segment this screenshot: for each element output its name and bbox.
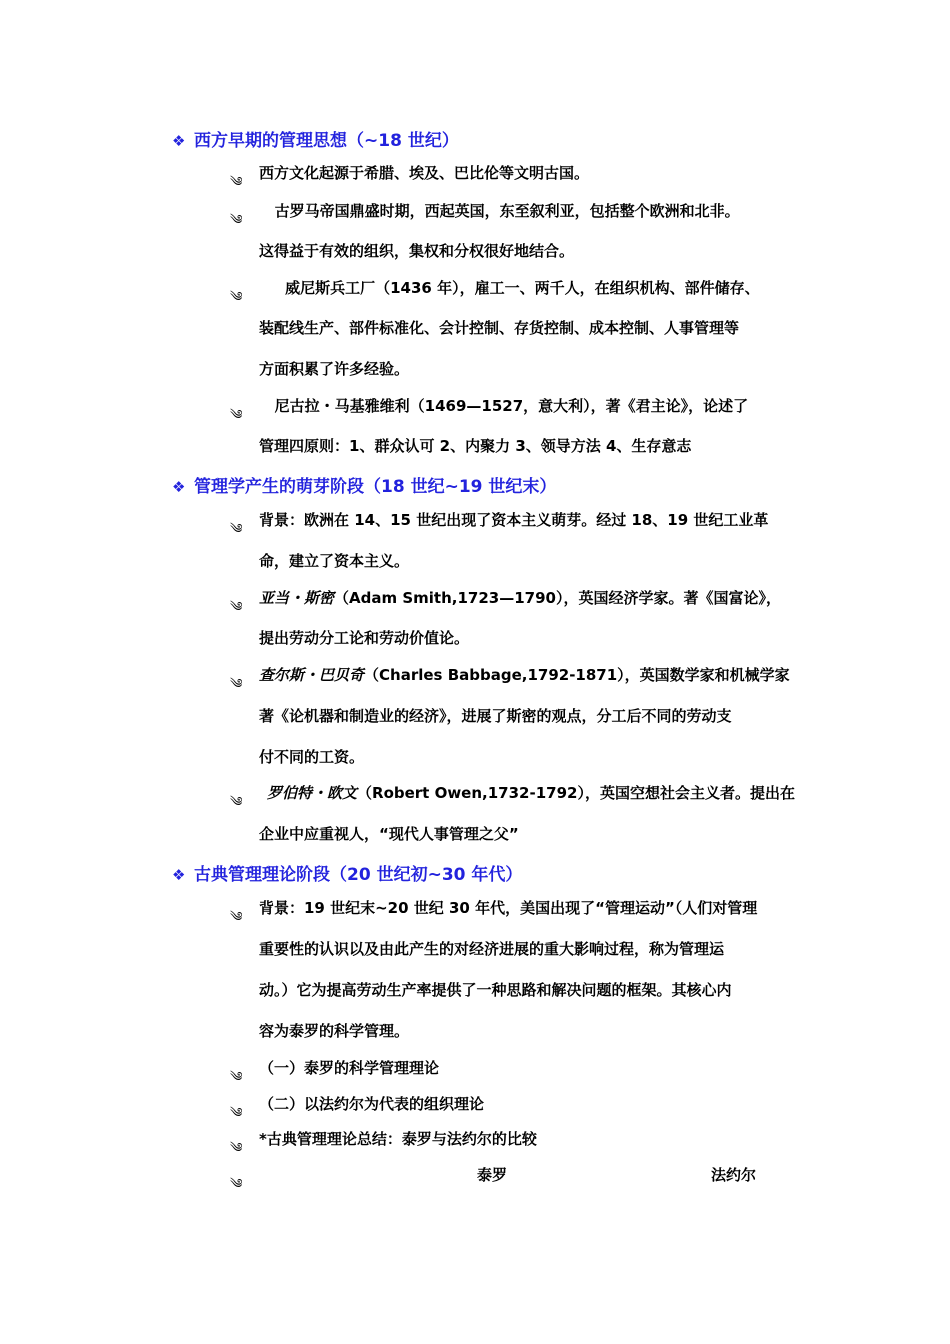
list-item-continuation: 容为泰罗的科学管理。: [259, 1022, 410, 1040]
person-name: 罗伯特・欧文: [267, 784, 358, 802]
list-item-continuation: 管理四原则：1、群众认可 2、内聚力 3、领导方法 4、生存意志: [259, 437, 692, 455]
swirl-bullet-icon: ༄: [230, 1106, 243, 1121]
list-item: 威尼斯兵工厂（1436 年），雇工一、两千人，在组织机构、部件储存、: [259, 279, 760, 297]
list-item-continuation: 提出劳动分工论和劳动价值论。: [259, 629, 470, 647]
list-item-continuation: 动。）它为提高劳动生产率提供了一种思路和解决问题的框架。其核心内: [259, 981, 732, 999]
list-item: 罗伯特・欧文（Robert Owen,1732-1792），英国空想社会主义者。提出在: [267, 784, 795, 802]
swirl-bullet-icon: ༄: [230, 910, 243, 925]
swirl-bullet-icon: ༄: [230, 290, 243, 305]
person-name: 亚当・斯密: [259, 589, 335, 607]
list-item-continuation: 装配线生产、部件标准化、会计控制、存货控制、成本控制、人事管理等: [259, 319, 740, 337]
diamond-bullet-icon: ❖: [172, 132, 186, 150]
swirl-bullet-icon: ༄: [230, 1141, 243, 1156]
swirl-bullet-icon: ༄: [230, 1070, 243, 1085]
section-heading: ❖ 西方早期的管理思想（~18 世纪）: [172, 131, 459, 151]
list-item-continuation: 这得益于有效的组织，集权和分权很好地结合。: [259, 242, 575, 260]
list-item: 亚当・斯密（Adam Smith,1723—1790），英国经济学家。著《国富论》，: [259, 589, 781, 607]
swirl-bullet-icon: ༄: [230, 522, 243, 537]
list-item: *古典管理理论总结：泰罗与法约尔的比较: [259, 1130, 537, 1148]
list-item: 尼古拉・马基雅维利（1469—1527，意大利），著《君主论》，论述了: [259, 397, 749, 415]
list-item: （二）以法约尔为代表的组织理论: [259, 1095, 485, 1113]
list-item: 古罗马帝国鼎盛时期，西起英国，东至叙利亚，包括整个欧洲和北非。: [259, 202, 740, 220]
swirl-bullet-icon: ༄: [230, 408, 243, 423]
list-item: 查尔斯・巴贝奇（Charles Babbage,1792-1871），英国数学家和机械学家: [259, 666, 790, 684]
swirl-bullet-icon: ༄: [230, 1177, 243, 1192]
list-item-continuation: 方面积累了许多经验。: [259, 360, 410, 378]
section-heading: ❖ 管理学产生的萌芽阶段（18 世纪~19 世纪末）: [172, 477, 557, 497]
comparison-column-fayol: 法约尔: [711, 1166, 757, 1184]
person-name: 查尔斯・巴贝奇: [259, 666, 365, 684]
list-item-continuation: 企业中应重视人，“现代人事管理之父”: [259, 825, 519, 843]
swirl-bullet-icon: ༄: [230, 175, 243, 190]
list-item-continuation: 重要性的认识以及由此产生的对经济进展的重大影响过程，称为管理运: [259, 940, 725, 958]
comparison-column-taylor: 泰罗: [477, 1166, 508, 1184]
list-item: （一）泰罗的科学管理理论: [259, 1059, 440, 1077]
list-item: 背景：19 世纪末~20 世纪 30 年代，美国出现了“管理运动”（人们对管理: [259, 899, 758, 917]
diamond-bullet-icon: ❖: [172, 866, 186, 884]
swirl-bullet-icon: ༄: [230, 600, 243, 615]
list-item: 背景：欧洲在 14、15 世纪出现了资本主义萌芽。经过 18、19 世纪工业革: [259, 511, 769, 529]
swirl-bullet-icon: ༄: [230, 677, 243, 692]
swirl-bullet-icon: ༄: [230, 795, 243, 810]
list-item-continuation: 著《论机器和制造业的经济》，进展了斯密的观点，分工后不同的劳动支: [259, 707, 732, 725]
swirl-bullet-icon: ༄: [230, 213, 243, 228]
list-item-continuation: 命，建立了资本主义。: [259, 552, 410, 570]
list-item: 西方文化起源于希腊、埃及、巴比伦等文明古国。: [259, 164, 590, 182]
list-item-continuation: 付不同的工资。: [259, 748, 365, 766]
section-heading: ❖ 古典管理理论阶段（20 世纪初~30 年代）: [172, 865, 523, 885]
diamond-bullet-icon: ❖: [172, 478, 186, 496]
